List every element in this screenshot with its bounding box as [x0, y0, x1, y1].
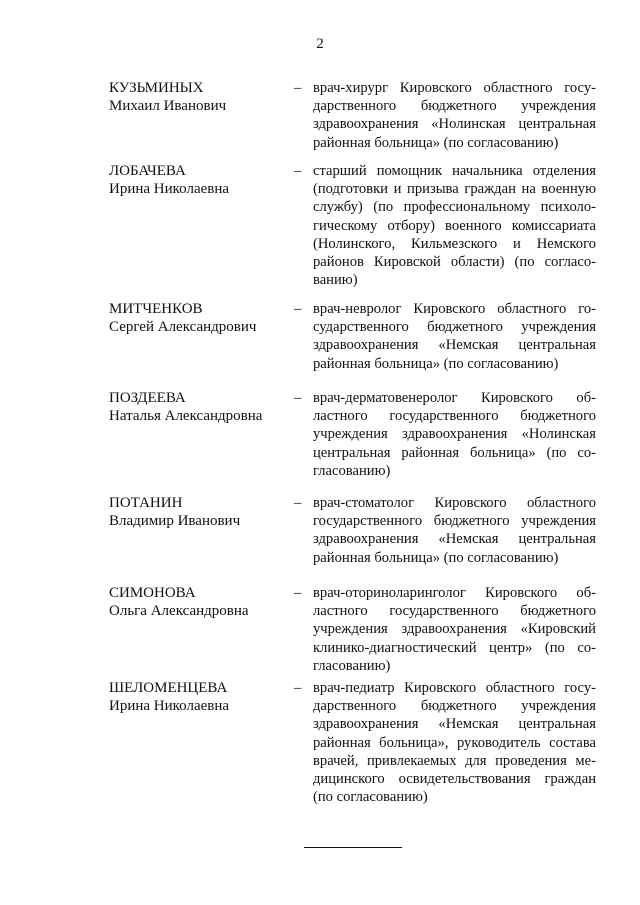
description-line: (по согласованию): [313, 789, 428, 806]
description-line: районов Кировской области) (по согласо-: [313, 254, 596, 271]
entry-dash: –: [294, 80, 302, 96]
member-given-names: Наталья Александровна: [109, 408, 263, 424]
member-given-names: Ирина Николаевна: [109, 181, 230, 197]
member-position-description: [313, 679, 596, 806]
description-line: учреждения здравоохранения «Кировский: [313, 621, 596, 638]
description-line: районная больница» (по согласованию): [313, 355, 559, 372]
description-line: врач-невролог Кировского областного го-: [313, 301, 596, 317]
description-line: здравоохранения «Немская центральная: [313, 531, 596, 548]
description-line: врач-дерматовенеролог Кировского об-: [313, 390, 596, 406]
member-surname: ПОТАНИН: [109, 495, 183, 511]
description-line: здравоохранения «Нолинская центральная: [313, 116, 596, 133]
description-line: врач-хирург Кировского областного госу-: [313, 80, 596, 96]
member-given-names: Ольга Александровна: [109, 603, 249, 619]
description-line: службу) (по профессиональному психоло-: [313, 199, 596, 216]
member-given-names: Сергей Александрович: [109, 319, 257, 335]
description-line: клинико-диагностический центр» (по со-: [313, 639, 596, 656]
description-line: врач-оториноларинголог Кировского об-: [313, 585, 596, 601]
member-name: [109, 162, 289, 198]
entry-dash: –: [294, 390, 302, 406]
member-name: [109, 300, 289, 336]
entry-dash: –: [294, 585, 302, 601]
description-line: ластного государственного бюджетного: [313, 603, 596, 620]
entry-dash: –: [294, 680, 302, 696]
end-of-document-rule: [304, 847, 402, 848]
description-line: (Нолинского, Кильмезского и Немского: [313, 235, 596, 252]
member-position-description: [313, 300, 596, 373]
description-line: дарственного бюджетного учреждения: [313, 698, 596, 715]
entry-dash: –: [294, 163, 302, 179]
member-surname: ЛОБАЧЕВА: [109, 163, 186, 179]
description-line: районная больница» (по согласованию): [313, 134, 559, 151]
entry-dash: –: [294, 495, 302, 511]
member-position-description: [313, 162, 596, 289]
member-name: [109, 79, 289, 115]
member-given-names: Ирина Николаевна: [109, 698, 230, 714]
member-surname: СИМОНОВА: [109, 585, 196, 601]
member-position-description: [313, 494, 596, 567]
member-given-names: Михаил Иванович: [109, 98, 227, 114]
description-line: здравоохранения «Немская центральная: [313, 716, 596, 733]
description-line: ластного государственного бюджетного: [313, 408, 596, 425]
description-line: здравоохранения «Немская центральная: [313, 337, 596, 354]
description-line: врач-стоматолог Кировского областного: [313, 495, 596, 511]
page-number: 2: [316, 36, 324, 52]
description-line: сударственного бюджетного учреждения: [313, 319, 596, 336]
member-name: [109, 679, 289, 715]
description-line: (подготовки и призыва граждан на военную: [313, 181, 596, 198]
description-line: центральная районная больница» (по со-: [313, 444, 596, 461]
member-given-names: Владимир Иванович: [109, 513, 241, 529]
description-line: гическому отбору) военного комиссариата: [313, 217, 596, 234]
description-line: старший помощник начальника отделения: [313, 163, 596, 179]
member-surname: ШЕЛОМЕНЦЕВА: [109, 680, 228, 696]
description-line: дицинского освидетельствования граждан: [313, 771, 596, 788]
description-line: районная больница», руководитель состава: [313, 734, 596, 751]
member-surname: ПОЗДЕЕВА: [109, 390, 186, 406]
member-name: [109, 494, 289, 530]
member-name: [109, 389, 289, 425]
member-surname: КУЗЬМИНЫХ: [109, 80, 204, 96]
member-position-description: [313, 389, 596, 480]
description-line: гласованию): [313, 462, 391, 479]
description-line: ванию): [313, 272, 358, 289]
description-line: дарственного бюджетного учреждения: [313, 98, 596, 115]
description-line: врач-педиатр Кировского областного госу-: [313, 680, 596, 696]
description-line: государственного бюджетного учреждения: [313, 513, 596, 530]
member-surname: МИТЧЕНКОВ: [109, 301, 203, 317]
description-line: учреждения здравоохранения «Нолинская: [313, 426, 596, 443]
member-name: [109, 584, 289, 620]
description-line: гласованию): [313, 657, 391, 674]
entry-dash: –: [294, 301, 302, 317]
member-position-description: [313, 79, 596, 152]
member-position-description: [313, 584, 596, 675]
description-line: районная больница» (по согласованию): [313, 549, 559, 566]
description-line: врачей, привлекаемых для проведения ме-: [313, 752, 596, 769]
